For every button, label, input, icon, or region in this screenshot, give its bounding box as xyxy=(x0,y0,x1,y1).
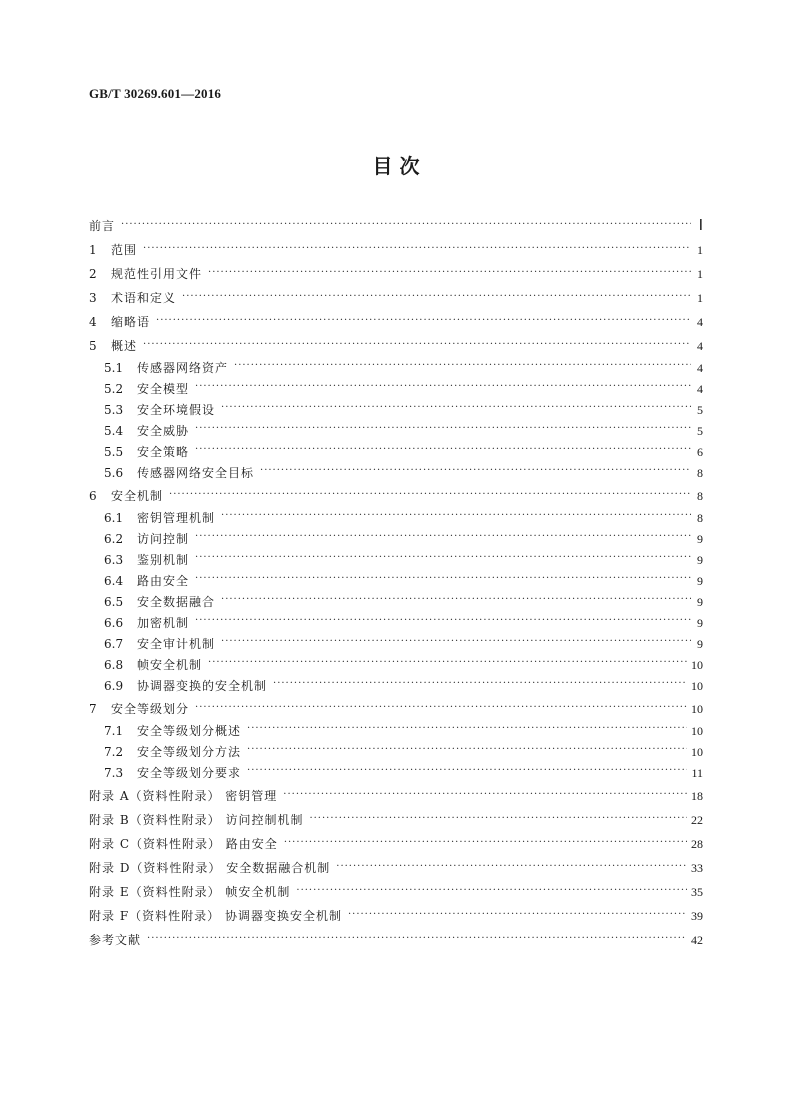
toc-entry-title: 术语和定义 xyxy=(111,291,177,305)
toc-entry[interactable] xyxy=(89,763,703,784)
toc-entry-page: 10 xyxy=(691,658,703,672)
toc-dot-leader xyxy=(195,574,691,586)
toc-entry[interactable] xyxy=(89,634,703,655)
toc-entry-title: 前言 xyxy=(89,219,116,233)
toc-entry-title: 安全机制 xyxy=(111,489,164,503)
toc-dot-leader xyxy=(296,885,687,897)
toc-dot-leader xyxy=(121,219,691,231)
toc-entry-number: 4 xyxy=(89,315,97,329)
toc-dot-leader xyxy=(284,837,687,849)
toc-entry-title: 访问控制 xyxy=(137,532,190,546)
toc-entry[interactable] xyxy=(89,529,703,550)
toc-entry-title: 安全等级划分方法 xyxy=(137,745,242,759)
toc-entry[interactable] xyxy=(89,421,703,442)
toc-dot-leader xyxy=(195,445,691,457)
toc-dot-leader xyxy=(247,724,687,736)
toc-entry-page: 18 xyxy=(691,789,703,803)
toc-entry-page: 4 xyxy=(697,361,703,375)
toc-dot-leader xyxy=(247,745,687,757)
toc-entry-page: 11 xyxy=(691,766,703,780)
toc-entry-page: 42 xyxy=(691,933,703,947)
toc-dot-leader xyxy=(195,553,691,565)
toc-entry[interactable] xyxy=(89,742,703,763)
toc-entry-number: 6 xyxy=(89,489,97,503)
toc-dot-leader xyxy=(234,361,691,373)
toc-dot-leader xyxy=(309,813,687,825)
toc-entry-title: 安全模型 xyxy=(137,382,190,396)
toc-entry-page: 1 xyxy=(697,291,703,305)
table-of-contents xyxy=(89,214,703,952)
toc-dot-leader xyxy=(336,861,687,873)
toc-entry-page: 4 xyxy=(697,339,703,353)
toc-dot-leader xyxy=(195,532,691,544)
toc-dot-leader xyxy=(273,679,687,691)
toc-dot-leader xyxy=(147,933,687,945)
toc-entry[interactable] xyxy=(89,214,703,238)
toc-entry[interactable] xyxy=(89,262,703,286)
toc-entry-page: 35 xyxy=(691,885,703,899)
toc-entry[interactable] xyxy=(89,832,703,856)
toc-dot-leader xyxy=(195,424,691,436)
toc-entry-title: 安全威胁 xyxy=(137,424,190,438)
toc-entry-number: 6.4 xyxy=(104,574,124,588)
toc-entry-number: 6.1 xyxy=(104,511,124,525)
toc-entry-title: 帧安全机制 xyxy=(137,658,203,672)
toc-entry-number: 6.2 xyxy=(104,532,124,546)
toc-entry-title: 传感器网络资产 xyxy=(137,361,229,375)
toc-entry-page: 33 xyxy=(691,861,703,875)
toc-entry[interactable] xyxy=(89,613,703,634)
toc-entry-title: 鉴别机制 xyxy=(137,553,190,567)
toc-entry[interactable] xyxy=(89,238,703,262)
toc-entry[interactable] xyxy=(89,484,703,508)
toc-entry-title: 缩略语 xyxy=(111,315,151,329)
toc-entry[interactable] xyxy=(89,880,703,904)
toc-entry[interactable] xyxy=(89,676,703,697)
toc-entry[interactable] xyxy=(89,808,703,832)
toc-entry-number: 6.7 xyxy=(104,637,124,651)
toc-entry-title: 附录 A（资料性附录） 密钥管理 xyxy=(89,789,278,803)
toc-dot-leader xyxy=(221,595,691,607)
toc-entry[interactable] xyxy=(89,508,703,529)
toc-entry-number: 7.2 xyxy=(104,745,124,759)
toc-entry-page: Ⅰ xyxy=(698,218,703,234)
toc-entry[interactable] xyxy=(89,592,703,613)
toc-entry-title: 安全等级划分 xyxy=(111,702,190,716)
toc-entry-page: 10 xyxy=(691,724,703,738)
toc-entry-number: 2 xyxy=(89,267,97,281)
toc-entry[interactable] xyxy=(89,358,703,379)
toc-entry-title: 传感器网络安全目标 xyxy=(137,466,255,480)
toc-entry-page: 9 xyxy=(697,595,703,609)
toc-entry-title: 附录 E（资料性附录） 帧安全机制 xyxy=(89,885,291,899)
toc-entry-title: 附录 F（资料性附录） 协调器变换安全机制 xyxy=(89,909,342,923)
toc-entry-page: 10 xyxy=(691,702,703,716)
toc-entry-page: 9 xyxy=(697,532,703,546)
toc-dot-leader xyxy=(195,702,687,714)
toc-entry-title: 安全环境假设 xyxy=(137,403,216,417)
toc-entry-title: 安全等级划分概述 xyxy=(137,724,242,738)
toc-entry[interactable] xyxy=(89,784,703,808)
toc-dot-leader xyxy=(221,511,691,523)
toc-entry-title: 概述 xyxy=(111,339,138,353)
toc-entry[interactable] xyxy=(89,904,703,928)
toc-entry-page: 39 xyxy=(691,909,703,923)
toc-entry-page: 9 xyxy=(697,637,703,651)
toc-entry-number: 5.5 xyxy=(104,445,124,459)
toc-dot-leader xyxy=(208,267,691,279)
toc-entry-number: 6.8 xyxy=(104,658,124,672)
toc-entry-number: 7.1 xyxy=(104,724,124,738)
toc-entry-title: 路由安全 xyxy=(137,574,190,588)
toc-entry-page: 8 xyxy=(697,511,703,525)
toc-entry[interactable] xyxy=(89,310,703,334)
toc-entry-title: 附录 C（资料性附录） 路由安全 xyxy=(89,837,278,851)
toc-dot-leader xyxy=(182,291,691,303)
toc-entry-number: 6.6 xyxy=(104,616,124,630)
toc-entry[interactable] xyxy=(89,571,703,592)
toc-entry-page: 6 xyxy=(697,445,703,459)
toc-dot-leader xyxy=(260,466,691,478)
toc-entry[interactable] xyxy=(89,697,703,721)
toc-dot-leader xyxy=(143,339,691,351)
toc-entry-page: 9 xyxy=(697,616,703,630)
toc-entry-page: 10 xyxy=(691,679,703,693)
toc-entry-page: 4 xyxy=(697,382,703,396)
toc-entry[interactable] xyxy=(89,928,703,952)
toc-entry[interactable] xyxy=(89,721,703,742)
toc-entry-number: 6.3 xyxy=(104,553,124,567)
toc-entry-page: 5 xyxy=(697,424,703,438)
toc-entry[interactable] xyxy=(89,442,703,463)
toc-entry-title: 安全数据融合 xyxy=(137,595,216,609)
toc-dot-leader xyxy=(156,315,691,327)
toc-dot-leader xyxy=(348,909,687,921)
toc-entry-page: 10 xyxy=(691,745,703,759)
toc-dot-leader xyxy=(208,658,687,670)
toc-entry-number: 6.5 xyxy=(104,595,124,609)
toc-dot-leader xyxy=(221,403,691,415)
toc-entry-title: 安全策略 xyxy=(137,445,190,459)
toc-entry-page: 8 xyxy=(697,466,703,480)
toc-entry-number: 5.1 xyxy=(104,361,124,375)
toc-entry-title: 参考文献 xyxy=(89,933,142,947)
toc-dot-leader xyxy=(195,382,691,394)
toc-entry-number: 5.6 xyxy=(104,466,124,480)
toc-entry-page: 5 xyxy=(697,403,703,417)
page-title: 目 次 xyxy=(372,154,420,178)
toc-entry-page: 8 xyxy=(697,489,703,503)
toc-entry[interactable] xyxy=(89,856,703,880)
toc-entry-title: 范围 xyxy=(111,243,138,257)
toc-entry-number: 7.3 xyxy=(104,766,124,780)
toc-dot-leader xyxy=(221,637,691,649)
toc-entry-title: 附录 D（资料性附录） 安全数据融合机制 xyxy=(89,861,331,875)
toc-entry[interactable] xyxy=(89,334,703,358)
toc-entry[interactable] xyxy=(89,400,703,421)
toc-entry-number: 1 xyxy=(89,243,97,257)
toc-entry-page: 22 xyxy=(691,813,703,827)
toc-entry-title: 附录 B（资料性附录） 访问控制机制 xyxy=(89,813,304,827)
toc-entry-title: 协调器变换的安全机制 xyxy=(137,679,268,693)
toc-entry-page: 28 xyxy=(691,837,703,851)
toc-entry-number: 7 xyxy=(89,702,97,716)
toc-entry-page: 1 xyxy=(697,267,703,281)
toc-entry-page: 1 xyxy=(697,243,703,257)
toc-entry-number: 6.9 xyxy=(104,679,124,693)
toc-dot-leader xyxy=(143,243,691,255)
toc-entry[interactable] xyxy=(89,655,703,676)
toc-entry[interactable] xyxy=(89,463,703,484)
toc-entry-page: 9 xyxy=(697,553,703,567)
toc-dot-leader xyxy=(169,489,691,501)
standard-code: GB/T 30269.601—2016 xyxy=(89,86,222,101)
toc-entry-page: 9 xyxy=(697,574,703,588)
toc-entry-number: 5.2 xyxy=(104,382,124,396)
toc-entry-title: 安全等级划分要求 xyxy=(137,766,242,780)
toc-dot-leader xyxy=(283,789,687,801)
toc-dot-leader xyxy=(247,766,687,778)
toc-entry-number: 5.3 xyxy=(104,403,124,417)
toc-entry[interactable] xyxy=(89,550,703,571)
toc-entry-page: 4 xyxy=(697,315,703,329)
toc-entry-title: 密钥管理机制 xyxy=(137,511,216,525)
toc-entry-title: 安全审计机制 xyxy=(137,637,216,651)
toc-entry-number: 3 xyxy=(89,291,97,305)
toc-entry-number: 5.4 xyxy=(104,424,124,438)
toc-entry[interactable] xyxy=(89,286,703,310)
toc-entry[interactable] xyxy=(89,379,703,400)
toc-entry-title: 加密机制 xyxy=(137,616,190,630)
toc-entry-title: 规范性引用文件 xyxy=(111,267,203,281)
toc-entry-number: 5 xyxy=(89,339,97,353)
toc-dot-leader xyxy=(195,616,691,628)
